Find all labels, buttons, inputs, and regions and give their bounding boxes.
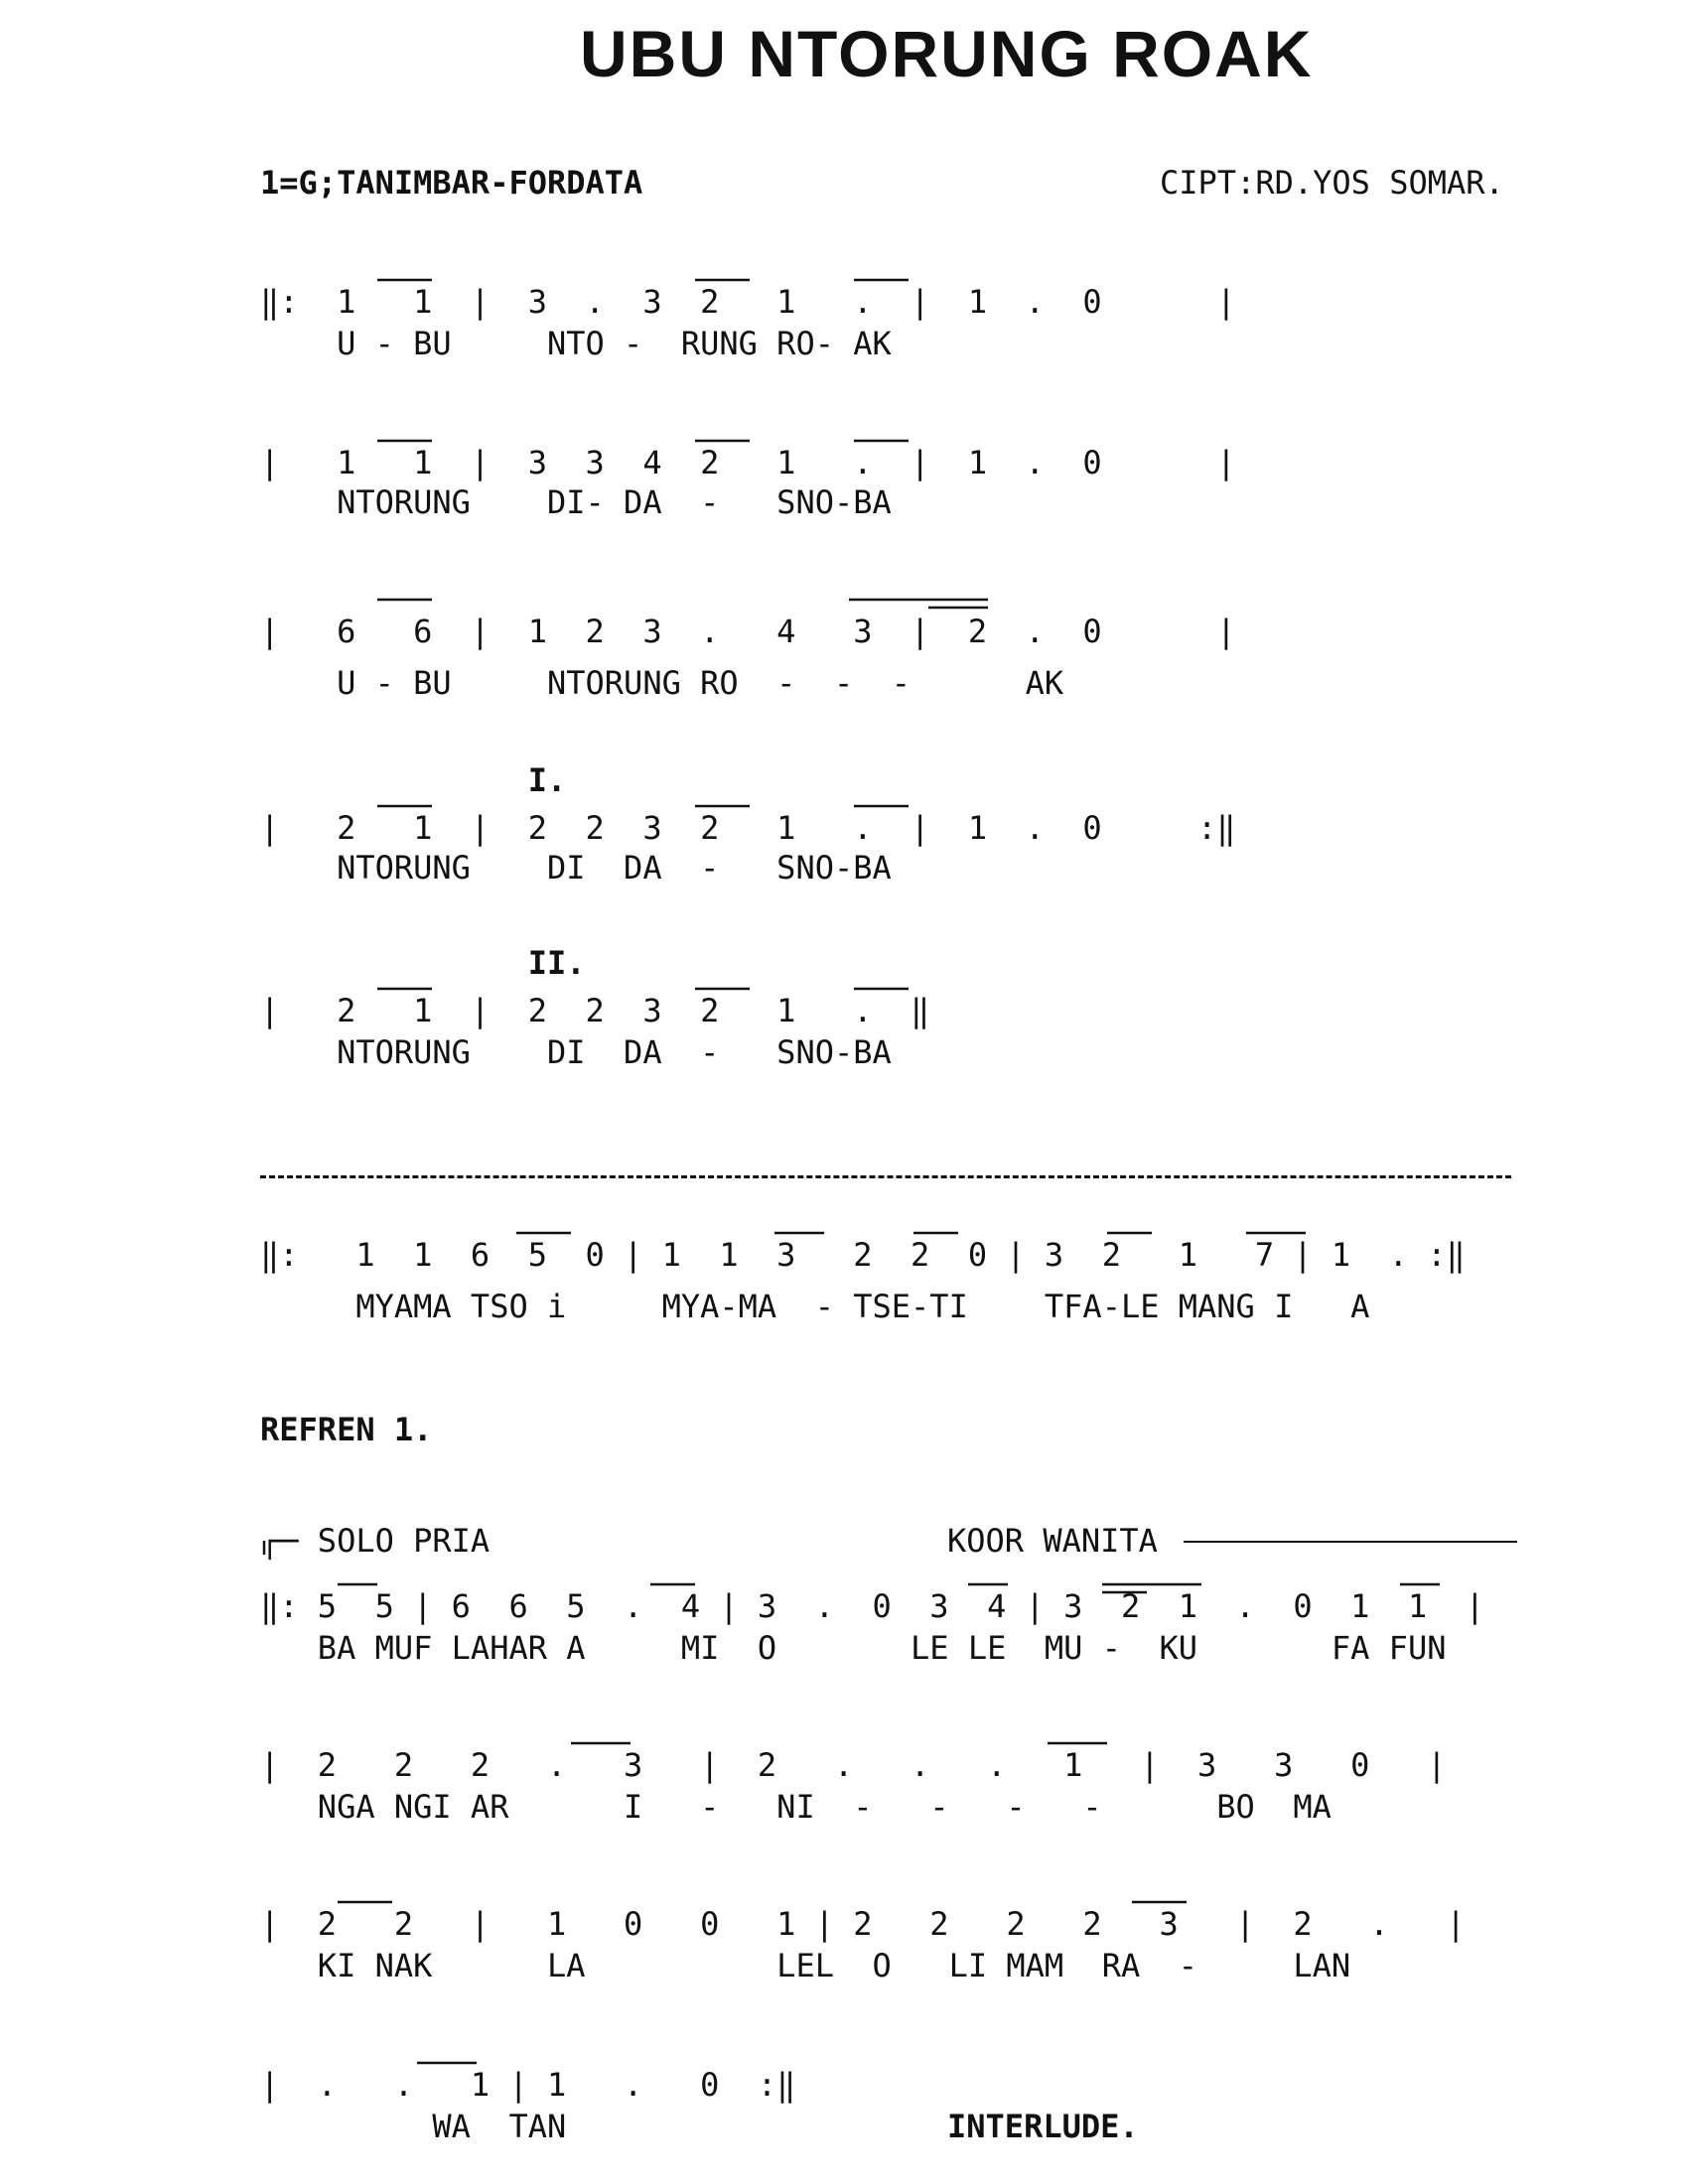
notation-line-5: | 2 1 | 2 2 3 2 1 . ‖ (260, 992, 930, 1029)
notation-line-10: | . . 1 | 1 . 0 :‖ (260, 2066, 796, 2104)
lyric-line-5: NTORUNG DI DA - SNO-BA (260, 1033, 892, 1071)
lyric-line-8: NGA NGI AR I - NI - - - - BO MA (260, 1788, 1332, 1826)
interlude-label: INTERLUDE. (947, 2108, 1139, 2145)
song-title: UBU NTORUNG ROAK (580, 17, 1314, 90)
notation-line-2: | 1 1 | 3 3 4 2 1 . | 1 . 0 | (260, 444, 1236, 481)
notation-line-6: ‖: 1 1 6 5 0 | 1 1 3 2 2 0 | 3 2 1 7 | 1 . :‖ (260, 1236, 1466, 1274)
lyric-line-3: U - BU NTORUNG RO - - - AK (260, 664, 1064, 702)
notation-line-8: | 2 2 2 . 3 | 2 . . . 1 | 3 3 0 | (260, 1746, 1447, 1784)
solo-label: ┌─ SOLO PRIA (260, 1522, 491, 1560)
choir-label: KOOR WANITA (947, 1522, 1158, 1560)
notation-line-9: | 2 2 | 1 0 0 1 | 2 2 2 2 3 | 2 . | (260, 1905, 1466, 1943)
lyric-line-4: NTORUNG DI DA - SNO-BA (260, 849, 892, 887)
lyric-line-2: NTORUNG DI- DA - SNO-BA (260, 483, 892, 521)
refrain-heading: REFREN 1. (260, 1411, 433, 1448)
composer-credit: CIPT:RD.YOS SOMAR. (1160, 164, 1504, 202)
volta-label-1: I. (260, 761, 567, 799)
lyric-line-1: U - BU NTO - RUNG RO- AK (260, 325, 892, 362)
notation-line-7: ‖: 5 5 | 6 6 5 . 4 | 3 . 0 3 4 | 3 2 1 . 0 1 1 | (260, 1587, 1484, 1625)
lyric-line-9: KI NAK LA LEL O LI MAM RA - LAN (260, 1947, 1351, 1984)
lyric-line-10: WA TAN (260, 2108, 567, 2145)
key-signature: 1=G;TANIMBAR-FORDATA (260, 164, 643, 202)
notation-line-4: | 2 1 | 2 2 3 2 1 . | 1 . 0 :‖ (260, 809, 1236, 847)
notation-line-1: ‖: 1 1 | 3 . 3 2 1 . | 1 . 0 | (260, 283, 1236, 321)
lyric-line-6: MYAMA TSO i MYA-MA - TSE-TI TFA-LE MANG I A (260, 1288, 1370, 1325)
volta-label-2: II. (260, 944, 586, 982)
lyric-line-7: BA MUF LAHAR A MI O LE LE MU - KU FA FUN (260, 1629, 1447, 1667)
notation-line-3: | 6 6 | 1 2 3 . 4 3 | 2 . 0 | (260, 613, 1236, 650)
